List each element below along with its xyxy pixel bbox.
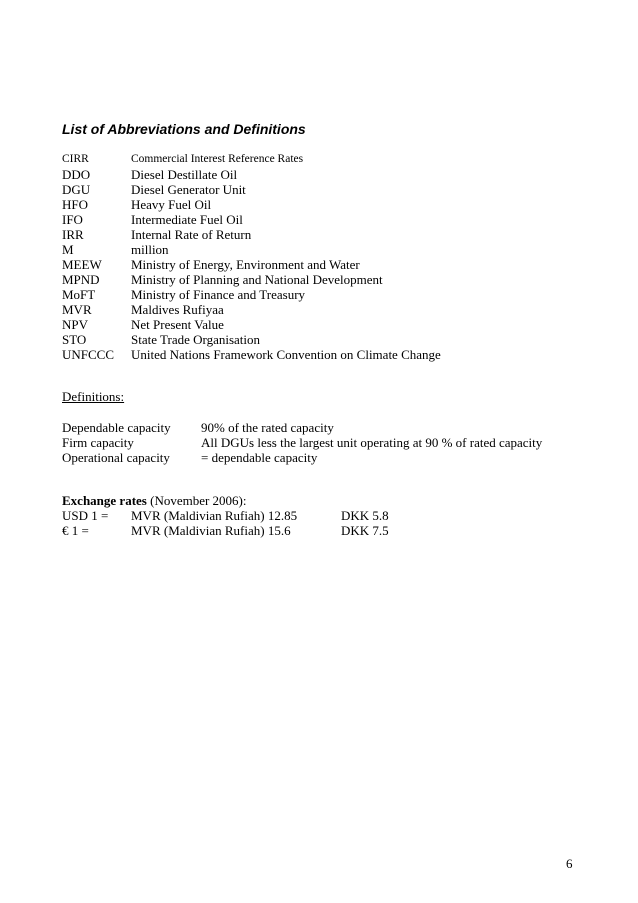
page-heading: List of Abbreviations and Definitions	[62, 121, 306, 137]
definition-row	[62, 420, 582, 435]
abbreviation-definition: State Trade Organisation	[131, 332, 261, 347]
abbreviation-code: IRR	[62, 227, 84, 242]
abbreviation-row	[62, 332, 582, 347]
abbreviation-code: MEEW	[62, 257, 102, 272]
abbreviation-code: CIRR	[62, 153, 89, 165]
abbreviation-definition: Commercial Interest Reference Rates	[131, 153, 304, 165]
abbreviation-code: MPND	[62, 272, 100, 287]
abbreviation-code: IFO	[62, 212, 83, 227]
abbreviation-definition: Diesel Generator Unit	[131, 182, 246, 197]
definition-text: 90% of the rated capacity	[201, 420, 334, 435]
definition-term: Dependable capacity	[62, 420, 171, 435]
abbreviation-row	[62, 197, 582, 212]
abbreviation-definition: United Nations Framework Convention on Climate Change	[131, 347, 441, 362]
abbreviation-definition: million	[131, 242, 169, 257]
abbreviation-definition: Net Present Value	[131, 317, 224, 332]
exchange-rate-dkk: DKK 7.5	[341, 523, 389, 538]
exchange-rate-mvr: MVR (Maldivian Rufiah) 15.6	[131, 523, 291, 538]
abbreviation-code: UNFCCC	[62, 347, 115, 362]
abbreviation-row	[62, 242, 582, 257]
definition-term: Firm capacity	[62, 435, 134, 450]
abbreviation-definition: Diesel Destillate Oil	[131, 167, 238, 182]
abbreviation-definition: Maldives Rufiyaa	[131, 302, 224, 317]
definition-text: All DGUs less the largest unit operating at 90 % of rated capacity	[201, 435, 543, 450]
abbreviation-code: MoFT	[62, 287, 96, 302]
exchange-rates-title	[62, 493, 247, 508]
exchange-rate-dkk: DKK 5.8	[341, 508, 389, 523]
abbreviation-row	[62, 152, 582, 167]
abbreviation-row	[62, 287, 582, 302]
exchange-rates-title-date: (November 2006):	[146, 493, 247, 508]
abbreviation-code: STO	[62, 332, 87, 347]
definition-row	[62, 435, 582, 450]
abbreviation-row	[62, 212, 582, 227]
exchange-rates-list	[62, 508, 582, 538]
abbreviation-row	[62, 227, 582, 242]
abbreviation-row	[62, 272, 582, 287]
abbreviation-row	[62, 317, 582, 332]
abbreviation-row	[62, 347, 582, 362]
abbreviation-definition: Ministry of Finance and Treasury	[131, 287, 306, 302]
definition-row	[62, 450, 582, 465]
abbreviation-row	[62, 257, 582, 272]
abbreviation-row	[62, 182, 582, 197]
exchange-rate-row	[62, 523, 582, 538]
abbreviation-row	[62, 167, 582, 182]
abbreviation-code: M	[62, 242, 74, 257]
abbreviation-code: HFO	[62, 197, 89, 212]
exchange-rate-currency: € 1 =	[62, 523, 89, 538]
abbreviation-code: DDO	[62, 167, 91, 182]
exchange-rate-mvr: MVR (Maldivian Rufiah) 12.85	[131, 508, 298, 523]
abbreviation-list	[62, 152, 582, 362]
abbreviation-code: NPV	[62, 317, 89, 332]
abbreviation-row	[62, 302, 582, 317]
abbreviation-code: DGU	[62, 182, 91, 197]
abbreviation-definition: Ministry of Energy, Environment and Water	[131, 257, 360, 272]
abbreviation-definition: Intermediate Fuel Oil	[131, 212, 243, 227]
abbreviation-definition: Heavy Fuel Oil	[131, 197, 212, 212]
exchange-rates-title-bold: Exchange rates	[62, 493, 147, 508]
definition-text: = dependable capacity	[201, 450, 318, 465]
definition-term: Operational capacity	[62, 450, 170, 465]
exchange-rate-row	[62, 508, 582, 523]
page-number: 6	[566, 856, 573, 871]
definitions-title: Definitions:	[62, 389, 125, 404]
exchange-rate-currency: USD 1 =	[62, 508, 109, 523]
abbreviation-definition: Internal Rate of Return	[131, 227, 252, 242]
abbreviation-definition: Ministry of Planning and National Development	[131, 272, 383, 287]
definitions-list	[62, 420, 582, 465]
abbreviation-code: MVR	[62, 302, 92, 317]
